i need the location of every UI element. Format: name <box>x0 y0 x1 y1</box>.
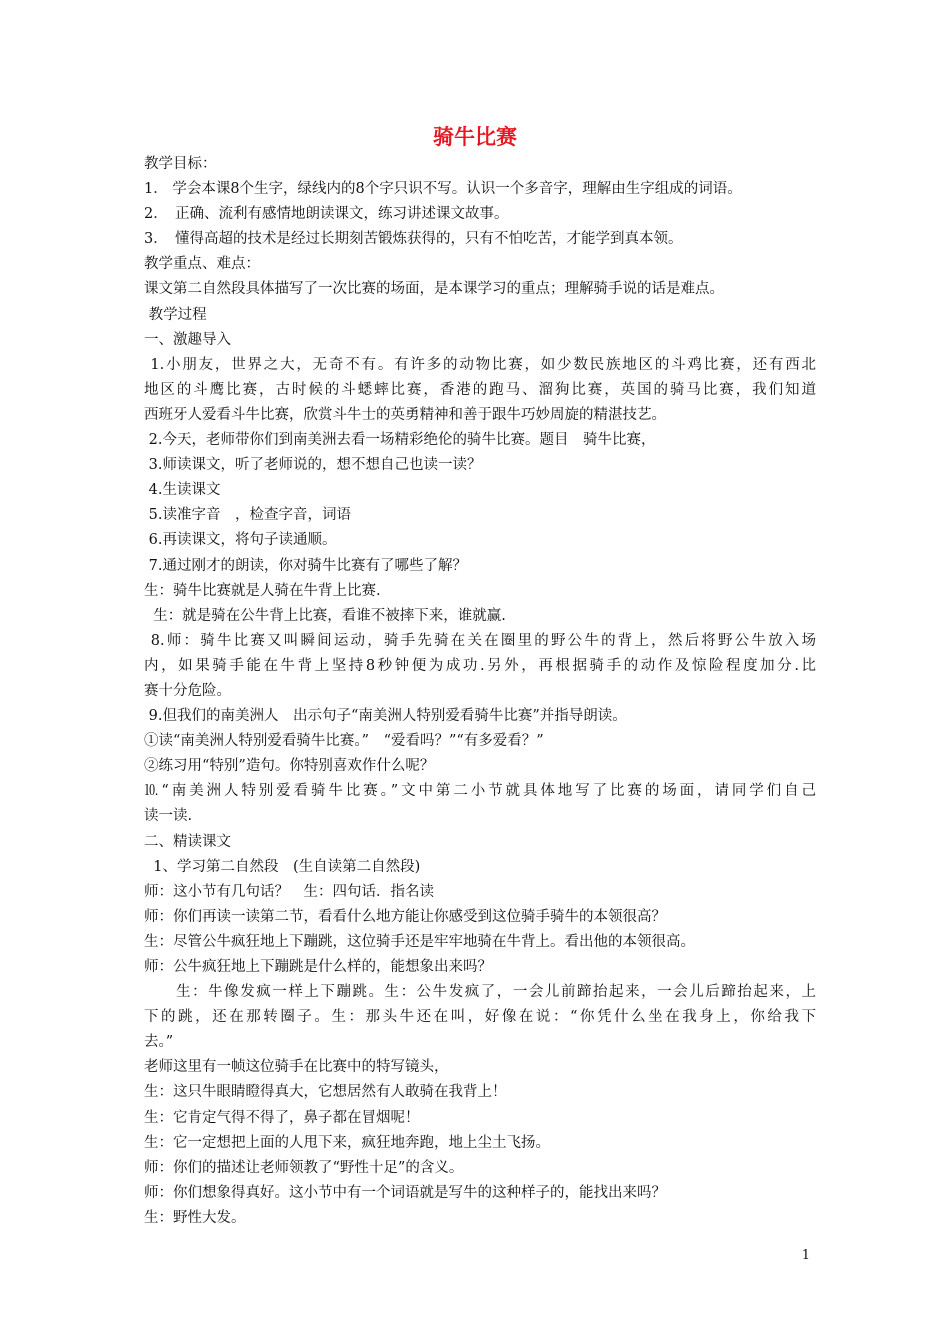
paragraph-line: 5.读准字音 ，检查字音，词语 <box>144 507 351 524</box>
paragraph-line: 1.小朋友，世界之大，无奇不有。有许多的动物比赛，如少数民族地区的斗鸡比赛，还有西北 <box>144 356 816 373</box>
section-heading: 教学过程 <box>144 306 207 323</box>
section-heading: 教学目标： <box>144 156 217 172</box>
document-body <box>144 152 816 1231</box>
dialogue-line: 师：你们想象得真好。这小节中有一个词语就是写牛的这种样子的，能找出来吗？ <box>144 1184 666 1201</box>
objective-line: 2． 正确、流利有感情地朗读课文，练习讲述课文故事。 <box>144 206 509 223</box>
dialogue-line: 生：就是骑在公牛背上比赛，看谁不被摔下来，谁就赢. <box>144 607 506 624</box>
list-item: ①读“南美洲人特别爱看骑牛比赛。” “爱看吗？”“有多爱看？” <box>144 733 544 750</box>
page-number: 1 <box>801 1248 810 1263</box>
paragraph-line: 9.但我们的南美洲人 出示句子“南美洲人特别爱看骑牛比赛”并指导朗读。 <box>144 708 627 725</box>
paragraph-line: 3.师读课文，听了老师说的，想不想自己也读一读？ <box>144 457 482 474</box>
dialogue-line: 师：公牛疯狂地上下蹦跳是什么样的，能想象出来吗？ <box>144 959 492 975</box>
paragraph-line: 课文第二自然段具体描写了一次比赛的场面，是本课学习的重点；理解骑手说的话是难点。 <box>144 281 724 298</box>
paragraph-line: 内，如果骑手能在牛背上坚持8秒钟便为成功.另外，再根据骑手的动作及惊险程度加分.比 <box>144 657 816 674</box>
dialogue-line: 生：野性大发。 <box>144 1209 246 1226</box>
paragraph-line: 地区的斗鹰比赛，古时候的斗蟋蟀比赛，香港的跑马、溜狗比赛，英国的骑马比赛，我们知道 <box>144 381 816 398</box>
list-item: ②练习用“特别”造句。你特别喜欢作什么呢？ <box>144 758 435 775</box>
paragraph-line: 西班牙人爱看斗牛比赛，欣赏斗牛士的英勇精神和善于跟牛巧妙周旋的精湛技艺。 <box>144 406 666 423</box>
paragraph-line: 赛十分危险。 <box>144 682 231 699</box>
paragraph-line: 读一读. <box>144 808 193 825</box>
dialogue-line: 生：它肯定气得不得了，鼻子都在冒烟呢！ <box>144 1109 420 1126</box>
dialogue-line: 老师这里有一帧这位骑手在比赛中的特写镜头， <box>144 1059 449 1076</box>
objective-line: 1． 学会本课8个生字，绿线内的8个字只识不写。认识一个多音字，理解由生字组成的词语。 <box>144 181 742 198</box>
dialogue-line: 下的跳，还在那转圈子。生：那头牛还在叫，好像在说：“你凭什么坐在我身上，你给我下 <box>144 1009 816 1026</box>
dialogue-line: 师：这小节有几句话？ 生：四句话．指名读 <box>144 883 434 900</box>
objective-line: 3． 懂得高超的技术是经过长期刻苦锻炼获得的，只有不怕吃苦，才能学到真本领。 <box>144 231 683 248</box>
dialogue-line: 生：骑牛比赛就是人骑在牛背上比赛. <box>144 582 381 599</box>
section-heading: 二、精读课文 <box>144 833 231 850</box>
paragraph-line: 8.师：骑牛比赛又叫瞬间运动，骑手先骑在关在圈里的野公牛的背上，然后将野公牛放入场 <box>144 632 816 649</box>
section-heading: 一、激趣导入 <box>144 331 231 348</box>
paragraph-line: ⒑“南美洲人特别爱看骑牛比赛。”文中第二小节就具体地写了比赛的场面，请同学们自己 <box>144 783 816 800</box>
dialogue-line: 生：尽管公牛疯狂地上下蹦跳，这位骑手还是牢牢地骑在牛背上。看出他的本领很高。 <box>144 933 695 950</box>
paragraph-line: 2.今天，老师带你们到南美洲去看一场精彩绝伦的骑牛比赛。题目 骑牛比赛， <box>144 432 656 449</box>
dialogue-line: 师：你们的描述让老师领教了“野性十足”的含义。 <box>144 1159 464 1176</box>
document-title: 骑牛比赛 <box>433 125 517 149</box>
dialogue-line: 师：你们再读一读第二节，看看什么地方能让你感受到这位骑手骑牛的本领很高？ <box>144 908 666 925</box>
paragraph-line: 6.再读课文，将句子读通顺。 <box>144 532 337 549</box>
paragraph-line: 1、学习第二自然段 (生自读第二自然段) <box>144 858 421 875</box>
paragraph-line: 4.生读课文 <box>144 482 221 499</box>
section-heading: 教学重点、难点： <box>144 256 260 273</box>
dialogue-line: 生：它一定想把上面的人甩下来，疯狂地奔跑，地上尘土飞扬。 <box>144 1134 550 1151</box>
dialogue-line: 生：这只牛眼睛瞪得真大，它想居然有人敢骑在我背上！ <box>144 1084 507 1101</box>
dialogue-line: 生：牛像发疯一样上下蹦跳。生：公牛发疯了，一会儿前蹄抬起来，一会儿后蹄抬起来，上 <box>144 984 816 1001</box>
dialogue-line: 去。” <box>144 1034 174 1051</box>
paragraph-line: 7.通过刚才的朗读，你对骑牛比赛有了哪些了解？ <box>144 557 467 574</box>
